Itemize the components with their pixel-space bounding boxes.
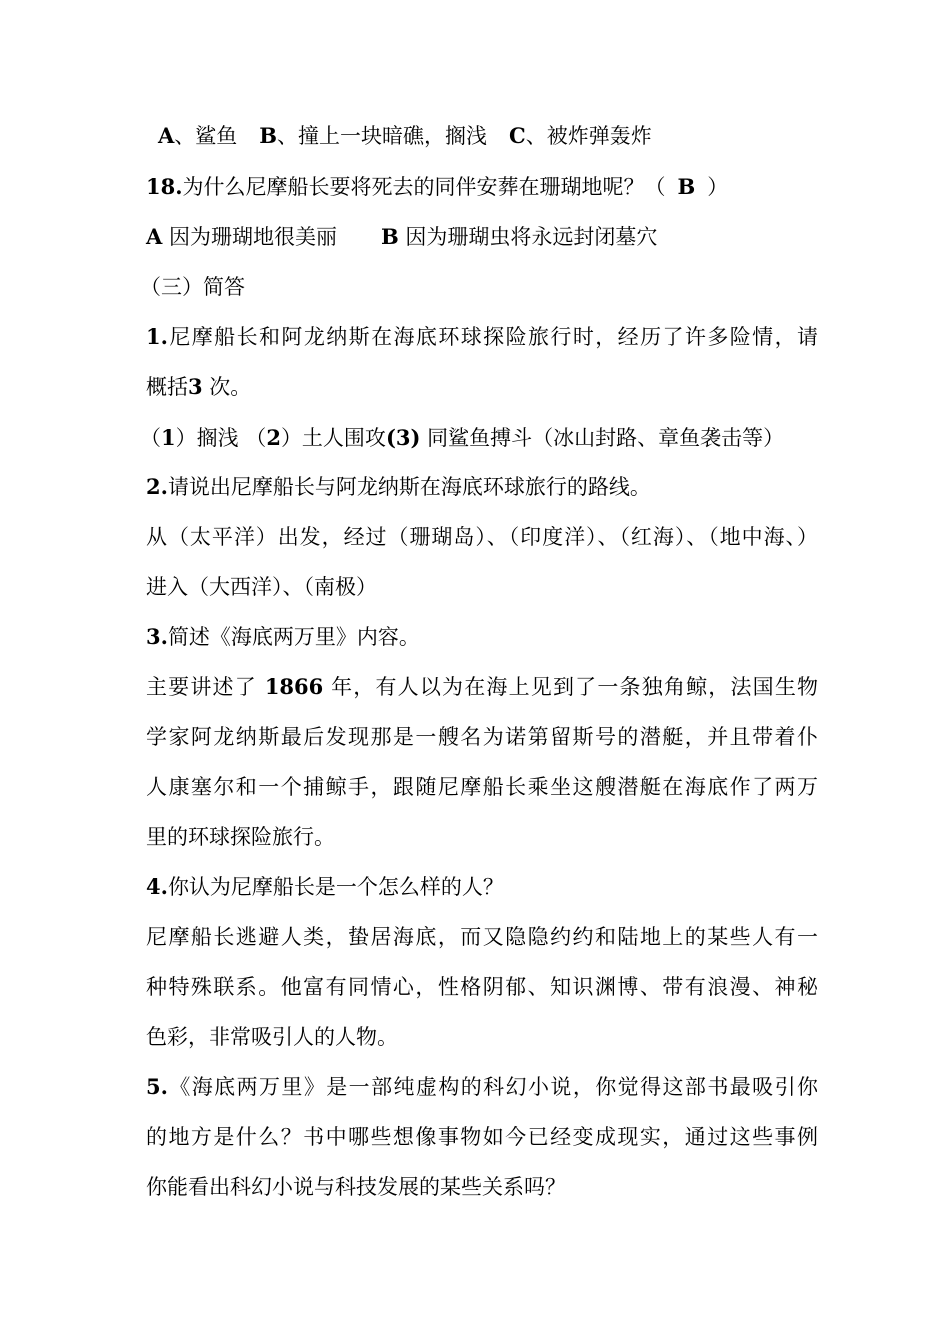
q1-answer-num3: (3) [385,425,421,450]
q5-question-line2: 的地方是什么？书中哪些想像事物如今已经变成现实，通过这些事例 [146,1125,818,1149]
q1-answer-text1: ）搁浅 （ [175,426,267,450]
q2-question [146,472,818,502]
q17-option-c-text: 、被炸弹轰炸 [525,124,652,148]
q5-question-text-line1: 《海底两万里》是一部纯虚构的科幻小说，你觉得这部书最吸引你 [167,1075,818,1099]
q1-answer-text3: 同鲨鱼搏斗（冰山封路、章鱼袭击等） [420,426,785,450]
q18-option-a-letter: A [146,224,163,249]
q1-number: 1. [146,324,168,349]
q3-answer-year: 1866 [264,674,324,699]
q1-answer [140,423,818,453]
q4-question [146,872,818,902]
q3-answer-line3: 人康塞尔和一个捕鲸手，跟随尼摩船长乘坐这艘潜艇在海底作了两万 [146,775,818,799]
q4-question-text: 你认为尼摩船长是一个怎么样的人？ [167,875,504,899]
q3-question [146,622,818,652]
q4-answer-line1: 尼摩船长逃避人类，蛰居海底，而又隐隐约约和陆地上的某些人有一 [146,925,818,949]
q1-answer-text2: ）土人围攻 [280,426,386,450]
q18-question [146,172,818,202]
q3-answer-line2: 学家阿龙纳斯最后发现那是一艘名为诺第留斯号的潜艇，并且带着仆 [146,725,818,749]
q17-option-b-letter: B [259,123,278,148]
q1-question-text-line1: 尼摩船长和阿龙纳斯在海底环球探险旅行时，经历了许多险情，请 [167,325,818,349]
section-title: （三）简答 [140,275,245,299]
q18-answer: B [677,174,696,199]
q18-number: 18. [146,174,183,199]
q18-options [146,222,818,252]
q1-question-line2 [146,372,818,402]
q4-answer-line2: 种特殊联系。他富有同情心，性格阴郁、知识渊博、带有浪漫、神秘 [146,975,818,999]
q1-line2-pre: 概括 [146,375,188,399]
q3-answer-pre: 主要讲述了 [146,675,257,699]
q17-options [158,121,830,151]
q1-answer-num2: 2 [266,425,281,450]
q17-option-a-text: 、鲨鱼 [174,124,238,148]
q3-answer-line4: 里的环球探险旅行。 [146,825,335,849]
q3-answer-post: 年，有人以为在海上见到了一条独角鲸，法国生物 [323,675,819,699]
q18-question-text: 为什么尼摩船长要将死去的同伴安葬在珊瑚地呢？（ [182,175,666,199]
q18-option-b-letter: B [380,224,399,249]
q5-number: 5. [146,1074,168,1099]
q1-answer-paren: （ [140,426,161,450]
q17-option-a-letter: A [158,123,175,148]
q17-option-b-text: 、撞上一块暗礁，搁浅 [277,124,488,148]
q1-question-line1 [146,322,818,352]
q1-line2-num: 3 [188,374,203,399]
q17-option-c-letter: C [509,123,526,148]
q3-number: 3. [146,624,168,649]
q18-option-a-text: 因为珊瑚地很美丽 [162,225,337,249]
q5-question-line1 [146,1072,818,1102]
q2-number: 2. [146,474,168,499]
q5-question-line3: 你能看出科幻小说与科技发展的某些关系吗？ [146,1175,566,1199]
q2-answer-line1: 从（太平洋）出发，经过（珊瑚岛）、（印度洋）、（红海）、（地中海、） [146,525,818,549]
q3-answer-line1 [146,672,818,702]
q18-close: ） [707,175,729,199]
q2-answer-line2: 进入（大西洋）、（南极） [146,575,377,599]
q4-answer-line3: 色彩，非常吸引人的人物。 [146,1025,398,1049]
q4-number: 4. [146,874,168,899]
q18-option-b-text: 因为珊瑚虫将永远封闭墓穴 [398,225,658,249]
q1-line2-post: 次。 [202,375,252,399]
q1-answer-num1: 1 [161,425,176,450]
q2-question-text: 请说出尼摩船长与阿龙纳斯在海底环球旅行的路线。 [167,475,651,499]
q3-question-text: 简述《海底两万里》内容。 [167,625,420,649]
